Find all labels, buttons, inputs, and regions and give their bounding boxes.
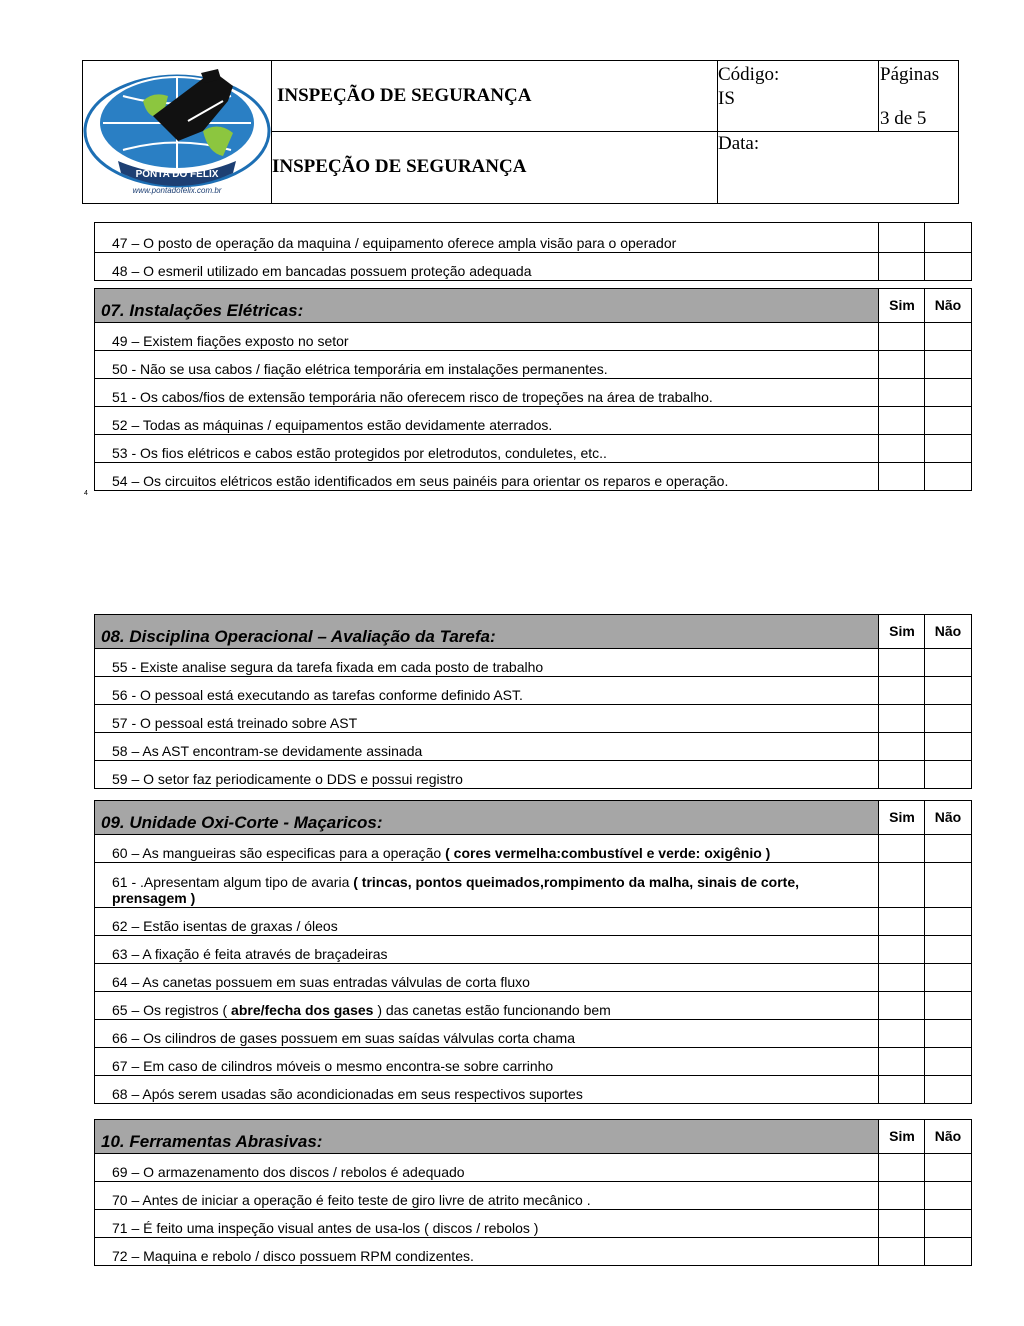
nao-column-header: Não — [924, 289, 971, 322]
section-title: 08. Disciplina Operacional – Avaliação da Tarefa: — [101, 627, 496, 646]
item-text: 52 – Todas as máquinas / equipamentos estão devidamente aterrados. — [112, 417, 553, 433]
nao-checkbox-cell[interactable] — [924, 1210, 971, 1237]
nao-checkbox-cell[interactable] — [924, 407, 971, 434]
paginas-label: Páginas — [880, 64, 940, 85]
nao-column-header: Não — [924, 1120, 971, 1153]
checklist-row — [95, 322, 971, 350]
nao-checkbox-cell[interactable] — [924, 992, 971, 1019]
item-text: 57 - O pessoal está treinado sobre AST — [112, 715, 358, 731]
sim-checkbox-cell[interactable] — [878, 1076, 925, 1103]
item-text: 51 - Os cabos/fios de extensão temporária não oferecem risco de tropeções na área de trabalho. — [112, 389, 713, 405]
sim-checkbox-cell[interactable] — [878, 733, 925, 760]
nao-checkbox-cell[interactable] — [924, 936, 971, 963]
item-text — [112, 845, 871, 861]
nao-checkbox-cell[interactable] — [924, 677, 971, 704]
checklist-row — [95, 862, 971, 907]
nao-checkbox-cell[interactable] — [924, 1154, 971, 1181]
nao-checkbox-cell[interactable] — [924, 835, 971, 862]
checklist-row — [95, 1019, 971, 1047]
nao-checkbox-cell[interactable] — [924, 223, 971, 252]
checklist-row — [95, 1047, 971, 1075]
checklist-row — [95, 1153, 971, 1181]
sim-checkbox-cell[interactable] — [878, 936, 925, 963]
item-text-emphasis: ( trincas, pontos queimados,rompimento da malha, sinais de corte, prensagem ) — [112, 874, 800, 906]
checklist-row — [95, 350, 971, 378]
checklist-row — [95, 704, 971, 732]
sim-checkbox-cell[interactable] — [878, 1048, 925, 1075]
section-header — [95, 289, 971, 322]
item-text: 63 – A fixação é feita através de braçadeiras — [112, 946, 388, 962]
logo-url-text: www.pontadofelix.com.br — [132, 186, 222, 195]
company-logo — [83, 61, 272, 203]
item-text: 70 – Antes de iniciar a operação é feito teste de giro livre de atrito mecânico . — [112, 1192, 591, 1208]
sim-column-header: Sim — [878, 615, 925, 648]
stray-mark: 4 — [84, 490, 88, 497]
sim-checkbox-cell[interactable] — [878, 1020, 925, 1047]
codigo-value: IS — [718, 88, 735, 109]
nao-checkbox-cell[interactable] — [924, 1238, 971, 1265]
item-text: 47 – O posto de operação da maquina / equipamento oferece ampla visão para o operador — [112, 235, 677, 251]
checklist-row — [95, 648, 971, 676]
section-title: 09. Unidade Oxi-Corte - Maçaricos: — [101, 813, 383, 832]
header-divider — [271, 131, 958, 132]
item-text: 59 – O setor faz periodicamente o DDS e possui registro — [112, 771, 463, 787]
nao-checkbox-cell[interactable] — [924, 863, 971, 907]
checklist-row — [95, 1075, 971, 1103]
checklist-row — [95, 834, 971, 862]
item-text-emphasis: ( cores vermelha:combustível e verde: oxigênio ) — [445, 845, 771, 861]
nao-checkbox-cell[interactable] — [924, 1020, 971, 1047]
section-header — [95, 615, 971, 648]
sim-checkbox-cell[interactable] — [878, 253, 925, 280]
sim-checkbox-cell[interactable] — [878, 435, 925, 462]
sim-checkbox-cell[interactable] — [878, 379, 925, 406]
item-text: 53 - Os fios elétricos e cabos estão protegidos por eletrodutos, conduletes, etc.. — [112, 445, 607, 461]
checklist-row — [95, 732, 971, 760]
nao-checkbox-cell[interactable] — [924, 964, 971, 991]
item-text: 48 – O esmeril utilizado em bancadas possuem proteção adequada — [112, 263, 532, 279]
checklist-row — [95, 252, 971, 280]
section-header — [95, 1120, 971, 1153]
header-divider — [878, 61, 879, 131]
nao-checkbox-cell[interactable] — [924, 435, 971, 462]
sim-checkbox-cell[interactable] — [878, 223, 925, 252]
nao-checkbox-cell[interactable] — [924, 733, 971, 760]
section-title: 10. Ferramentas Abrasivas: — [101, 1132, 323, 1151]
logo-banner-text: PONTA DO FELIX — [135, 169, 219, 180]
codigo-cell — [718, 63, 779, 111]
checklist-row — [95, 1181, 971, 1209]
nao-column-header: Não — [924, 615, 971, 648]
sim-checkbox-cell[interactable] — [878, 705, 925, 732]
nao-checkbox-cell[interactable] — [924, 1182, 971, 1209]
item-text-part: 60 – As mangueiras são especificas para a operação — [112, 845, 446, 861]
checklist-row — [95, 760, 971, 788]
sim-column-header: Sim — [878, 801, 925, 834]
sim-column-header: Sim — [878, 1120, 925, 1153]
section-title: 07. Instalações Elétricas: — [101, 301, 304, 320]
codigo-label: Código: — [718, 64, 780, 85]
checklist-row — [95, 676, 971, 704]
item-text-part: ) das canetas estão funcionando bem — [373, 1002, 611, 1018]
item-text: 58 – As AST encontram-se devidamente assinada — [112, 743, 423, 759]
nao-column-header: Não — [924, 801, 971, 834]
nao-checkbox-cell[interactable] — [924, 323, 971, 350]
sim-checkbox-cell[interactable] — [878, 351, 925, 378]
checklist-row — [95, 1237, 971, 1265]
sim-checkbox-cell[interactable] — [878, 649, 925, 676]
item-text: 55 - Existe analise segura da tarefa fixada em cada posto de trabalho — [112, 659, 544, 675]
header-title: INSPEÇÃO DE SEGURANÇA — [277, 85, 532, 106]
item-text-emphasis: abre/fecha dos gases — [231, 1002, 374, 1018]
checklist-row — [95, 963, 971, 991]
section-09-table — [94, 800, 972, 1104]
checklist-row — [95, 907, 971, 935]
section-header — [95, 801, 971, 834]
checklist-row — [95, 935, 971, 963]
nao-checkbox-cell[interactable] — [924, 649, 971, 676]
item-text: 66 – Os cilindros de gases possuem em suas saídas válvulas corta chama — [112, 1030, 576, 1046]
section-07-table — [94, 288, 972, 491]
sim-checkbox-cell[interactable] — [878, 835, 925, 862]
sim-checkbox-cell[interactable] — [878, 992, 925, 1019]
nao-checkbox-cell[interactable] — [924, 1076, 971, 1103]
item-text — [112, 1002, 871, 1018]
sim-checkbox-cell[interactable] — [878, 407, 925, 434]
item-text-part: 61 - .Apresentam algum tipo de avaria — [112, 874, 354, 890]
item-text: 68 – Após serem usadas são acondicionadas em seus respectivos suportes — [112, 1086, 583, 1102]
document-header — [82, 60, 959, 204]
item-text: 64 – As canetas possuem em suas entradas válvulas de corta fluxo — [112, 974, 530, 990]
item-text — [112, 874, 871, 906]
sim-checkbox-cell[interactable] — [878, 964, 925, 991]
nao-checkbox-cell[interactable] — [924, 253, 971, 280]
item-text: 72 – Maquina e rebolo / disco possuem RPM condizentes. — [112, 1248, 474, 1264]
item-text: 56 - O pessoal está executando as tarefas conforme definido AST. — [112, 687, 523, 703]
checklist-row — [95, 1209, 971, 1237]
ship-globe-logo-icon — [83, 61, 271, 203]
nao-checkbox-cell[interactable] — [924, 705, 971, 732]
checklist-row — [95, 378, 971, 406]
nao-checkbox-cell[interactable] — [924, 351, 971, 378]
sim-checkbox-cell[interactable] — [878, 1238, 925, 1265]
checklist-table-top — [94, 222, 972, 281]
sim-checkbox-cell[interactable] — [878, 908, 925, 935]
item-text: 54 – Os circuitos elétricos estão identificados em seus painéis para orientar os reparos e operação. — [112, 473, 729, 489]
nao-checkbox-cell[interactable] — [924, 379, 971, 406]
checklist-row — [95, 462, 971, 490]
item-text: 67 – Em caso de cilindros móveis o mesmo encontra-se sobre carrinho — [112, 1058, 554, 1074]
sim-checkbox-cell[interactable] — [878, 463, 925, 490]
sim-column-header: Sim — [878, 289, 925, 322]
checklist-row — [95, 406, 971, 434]
checklist-row — [95, 223, 971, 252]
section-08-table — [94, 614, 972, 789]
item-text: 71 – É feito uma inspeção visual antes de usa-los ( discos / rebolos ) — [112, 1220, 539, 1236]
item-text: 50 - Não se usa cabos / fiação elétrica temporária em instalações permanentes. — [112, 361, 608, 377]
sim-checkbox-cell[interactable] — [878, 1210, 925, 1237]
item-text-part: 65 – Os registros ( — [112, 1002, 232, 1018]
sim-checkbox-cell[interactable] — [878, 323, 925, 350]
checklist-row — [95, 434, 971, 462]
nao-checkbox-cell[interactable] — [924, 761, 971, 788]
sim-checkbox-cell[interactable] — [878, 1182, 925, 1209]
sim-checkbox-cell[interactable] — [878, 863, 925, 907]
checklist-row — [95, 991, 971, 1019]
nao-checkbox-cell[interactable] — [924, 908, 971, 935]
nao-checkbox-cell[interactable] — [924, 1048, 971, 1075]
item-text: 69 – O armazenamento dos discos / rebolos é adequado — [112, 1164, 465, 1180]
header-subtitle: INSPEÇÃO DE SEGURANÇA — [272, 156, 527, 177]
item-text: 49 – Existem fiações exposto no setor — [112, 333, 349, 349]
section-10-table — [94, 1119, 972, 1266]
paginas-value: 3 de 5 — [880, 108, 927, 129]
nao-checkbox-cell[interactable] — [924, 463, 971, 490]
sim-checkbox-cell[interactable] — [878, 677, 925, 704]
sim-checkbox-cell[interactable] — [878, 1154, 925, 1181]
item-text: 62 – Estão isentas de graxas / óleos — [112, 918, 338, 934]
data-label: Data: — [718, 133, 760, 154]
sim-checkbox-cell[interactable] — [878, 761, 925, 788]
